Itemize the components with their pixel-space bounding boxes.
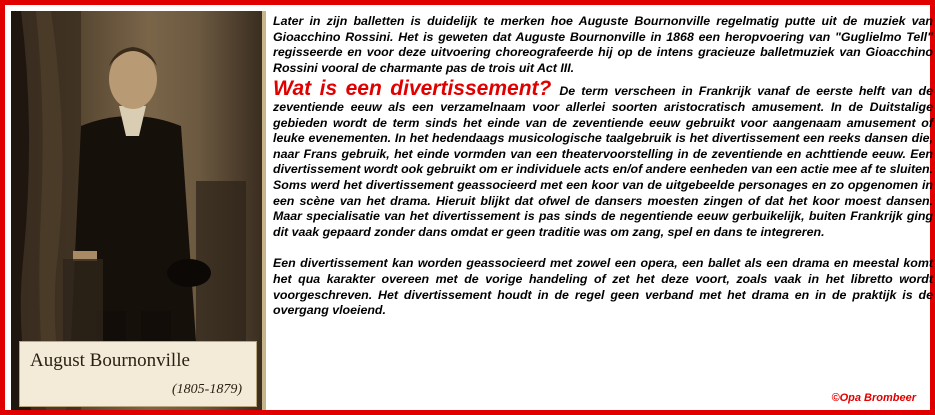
divertissement-paragraph [273,77,933,240]
caption-name: August Bournonville [30,350,190,371]
caption-years: (1805-1879) [172,382,242,397]
closing-paragraph: Een divertissement kan worden geassocieerd met zowel een opera, een ballet als een drama en meestal komt het qua karakter overeen met de vorige handeling of zet het deze voort, zoals vaak in het libretto wordt voorgeschreven. Het divertissement houdt in de regel geen verband met het drama en in de praktijk is de overgang vloeiend. [273,256,933,318]
body-text: De term verscheen in Frankrijk vanaf de eerste helft van de zeventiende eeuw als een verzamelnaam voor allerlei soorten aristocratisch amusement. In de Duitstalige gebieden wordt de term sinds het einde van de zeventiende eeuw gebruikt voor aangenaam amusement of leuke evenementen. In het hedendaags musicologische taalgebruik is het divertissement een reeks dansen die, naar Frans gebruik, het einde vormden van een theatervoorstelling in de zeventiende en achttiende eeuw. Een divertissement wordt ook gebruikt om er individuele acts en/of andere eenheden van een actie mee af te sluiten. Soms werd het divertissement geassocieerd met een koor van de uitgebeelde personages en zo opgenomen in een scène van het drama. Hieruit blijkt dat ofwel de dansers moesten zingen of dat het koor moest dansen. Maar specialisatie van het divertissement is pas sinds de negentiende eeuw gerbuikelijk, buiten Frankrijk ging dit vaak gepaard zonder dans omdat er geen traditie was om zang, spel en dans te integreren. [273,84,933,239]
copyright-label: ©Opa Brombeer [831,392,916,404]
portrait-photo [11,11,266,410]
intro-paragraph: Later in zijn balletten is duidelijk te merken hoe Auguste Bournonville regelmatig putte uit de muziek van Gioacchino Rossini. Het is geweten dat Auguste Bournonville in 1868 een heropvoering van "Guglielmo Tell" regisseerde en voor deze uitvoering choreografeerde hij op de intens gracieuze balletmuziek van Gioacchino Rossini vooral de charmante pas de trois uit Act III. [273,14,933,75]
article-text [273,14,933,319]
photo-caption [19,341,257,407]
section-heading: Wat is een divertissement? [273,77,552,101]
